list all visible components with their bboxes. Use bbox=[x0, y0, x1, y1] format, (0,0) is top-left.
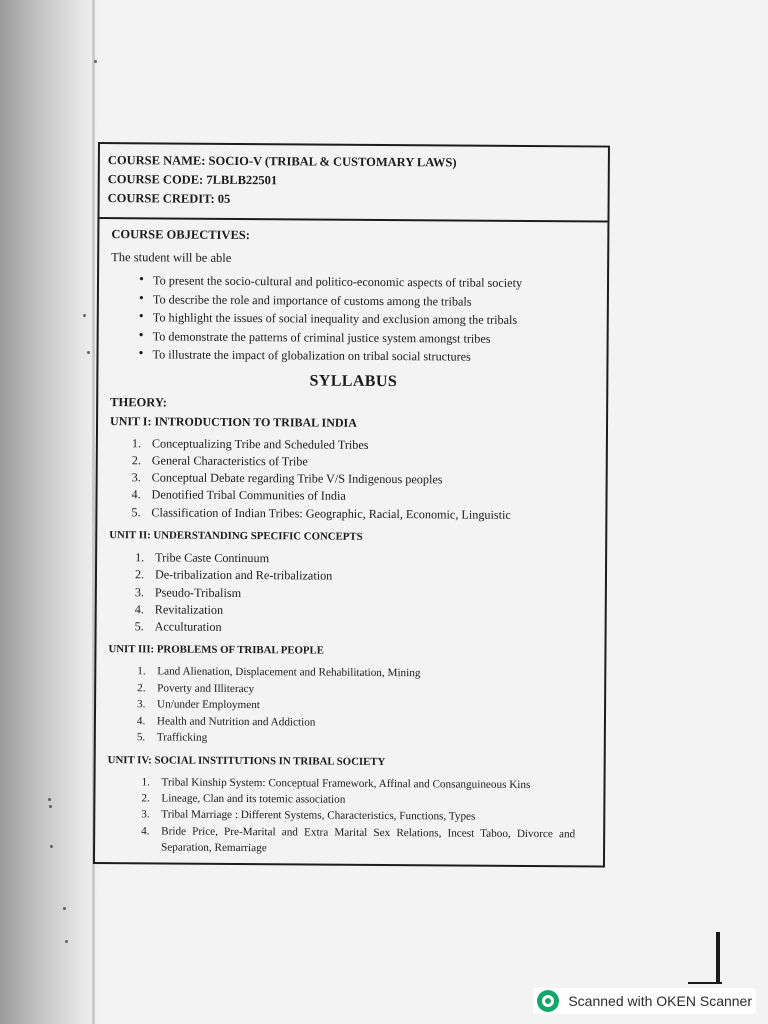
unit-item bbox=[108, 729, 594, 749]
course-code-value: 7LBLB22501 bbox=[206, 172, 278, 188]
item-number: 1. bbox=[141, 775, 150, 788]
speck bbox=[48, 798, 51, 801]
item-number: 2. bbox=[137, 682, 146, 695]
speck bbox=[87, 351, 90, 354]
scan-edge-shadow bbox=[0, 0, 102, 1024]
syllabus-document bbox=[93, 142, 610, 868]
unit-item-text: Land Alienation, Displacement and Rehabilitation, Mining bbox=[157, 665, 421, 680]
speck bbox=[49, 805, 52, 808]
unit-1 bbox=[109, 412, 596, 525]
unit-item-text: Poverty and Illiteracy bbox=[157, 682, 255, 695]
item-number: 5. bbox=[131, 504, 141, 519]
item-number: 1. bbox=[137, 665, 146, 678]
objective-item: • To present the socio-cultural and politico-economic aspects of tribal society bbox=[139, 271, 597, 293]
item-number: 1. bbox=[135, 550, 145, 565]
speck bbox=[65, 940, 68, 943]
unit-item bbox=[109, 618, 595, 639]
unit-item-text: Tribal Marriage : Different Systems, Characteristics, Functions, Types bbox=[161, 808, 476, 823]
item-number: 3. bbox=[134, 584, 145, 599]
unit-item-text: Trafficking bbox=[156, 731, 208, 744]
syllabus-heading: SYLLABUS bbox=[309, 371, 398, 390]
unit-3 bbox=[108, 641, 595, 749]
item-number: 5. bbox=[134, 619, 144, 634]
unit-item-text: Conceptual Debate regarding Tribe V/S Indigenous peoples bbox=[151, 470, 443, 487]
theory-label: THEORY: bbox=[110, 394, 168, 409]
oken-scanner-logo-icon bbox=[537, 990, 559, 1012]
unit-item-text: Acculturation bbox=[154, 619, 222, 635]
unit-item-text: General Characteristics of Tribe bbox=[151, 453, 308, 469]
course-header bbox=[99, 144, 608, 223]
objective-item: • To highlight the issues of social inequality and exclusion among the tribals bbox=[139, 308, 597, 330]
course-name-value: SOCIO-V (TRIBAL & CUSTOMARY LAWS) bbox=[208, 153, 457, 170]
objective-item: • To illustrate the impact of globalization on tribal social structures bbox=[138, 345, 596, 367]
unit-items-list bbox=[109, 549, 596, 639]
item-number: 5. bbox=[136, 731, 146, 744]
unit-item-text: Un/under Employment bbox=[157, 698, 260, 712]
course-code-label: COURSE CODE: bbox=[107, 172, 204, 187]
item-number: 4. bbox=[134, 602, 144, 617]
unit-title: UNIT I: INTRODUCTION TO TRIBAL INDIA bbox=[110, 413, 357, 430]
item-number: 3. bbox=[137, 698, 146, 711]
objectives-title: COURSE OBJECTIVES: bbox=[111, 227, 250, 243]
course-name-label: COURSE NAME: bbox=[107, 153, 206, 168]
unit-item bbox=[109, 504, 595, 525]
course-credit-label: COURSE CREDIT: bbox=[107, 191, 215, 206]
item-number: 4. bbox=[136, 714, 146, 728]
item-number: 1. bbox=[131, 435, 142, 450]
unit-title: UNIT III: PROBLEMS OF TRIBAL PEOPLE bbox=[108, 643, 324, 658]
unit-item-text: De-tribalization and Re-tribalization bbox=[154, 567, 333, 583]
course-credit-value: 05 bbox=[217, 191, 231, 206]
course-content bbox=[95, 219, 607, 859]
speck bbox=[63, 907, 66, 910]
item-number: 3. bbox=[141, 808, 150, 821]
objective-item: • To demonstrate the patterns of criminal justice system amongst tribes bbox=[139, 327, 597, 349]
item-number: 2. bbox=[141, 792, 150, 805]
unit-item bbox=[107, 823, 575, 859]
item-number: 2. bbox=[134, 567, 145, 582]
scanner-watermark-text: Scanned with OKEN Scanner bbox=[568, 993, 752, 1009]
unit-item-text: Bride Price, Pre-Marital and Extra Marital Sex Relations, Incest Taboo, Divorce and Separation, Remarriage bbox=[161, 825, 576, 855]
unit-items-list bbox=[107, 774, 594, 859]
unit-item-text: Lineage, Clan and its totemic association bbox=[161, 792, 346, 806]
course-credit-line bbox=[108, 189, 600, 211]
unit-4 bbox=[107, 751, 594, 859]
unit-item-text: Conceptualizing Tribe and Scheduled Tribes bbox=[151, 435, 369, 452]
objective-item: • To describe the role and importance of customs among the tribals bbox=[139, 290, 597, 312]
speck bbox=[94, 60, 97, 63]
item-number: 4. bbox=[141, 825, 150, 838]
speck bbox=[83, 314, 86, 317]
unit-item-text: Revitalization bbox=[154, 602, 224, 617]
unit-2 bbox=[109, 526, 596, 639]
unit-item-text: Classification of Indian Tribes: Geographic, Racial, Economic, Linguistic bbox=[151, 505, 511, 522]
item-number: 2. bbox=[131, 453, 141, 468]
speck bbox=[50, 845, 53, 848]
unit-item-text: Pseudo-Tribalism bbox=[154, 584, 242, 600]
page-corner-mark bbox=[716, 932, 720, 984]
objectives-list bbox=[110, 271, 597, 367]
objectives-intro: The student will be able bbox=[111, 250, 232, 265]
unit-item-text: Tribal Kinship System: Conceptual Framework, Affinal and Consanguineous Kins bbox=[161, 775, 531, 791]
unit-item-text: Health and Nutrition and Addiction bbox=[156, 715, 316, 729]
unit-item-text: Denotified Tribal Communities of India bbox=[151, 487, 346, 504]
unit-item-text: Tribe Caste Continuum bbox=[155, 550, 270, 566]
scanner-watermark bbox=[533, 988, 756, 1014]
item-number: 3. bbox=[131, 470, 141, 485]
unit-title: UNIT IV: SOCIAL INSTITUTIONS IN TRIBAL SOCIETY bbox=[107, 753, 386, 768]
unit-title: UNIT II: UNDERSTANDING SPECIFIC CONCEPTS bbox=[109, 529, 363, 543]
unit-items-list bbox=[108, 664, 595, 749]
item-number: 4. bbox=[131, 487, 141, 502]
unit-items-list bbox=[109, 435, 596, 525]
